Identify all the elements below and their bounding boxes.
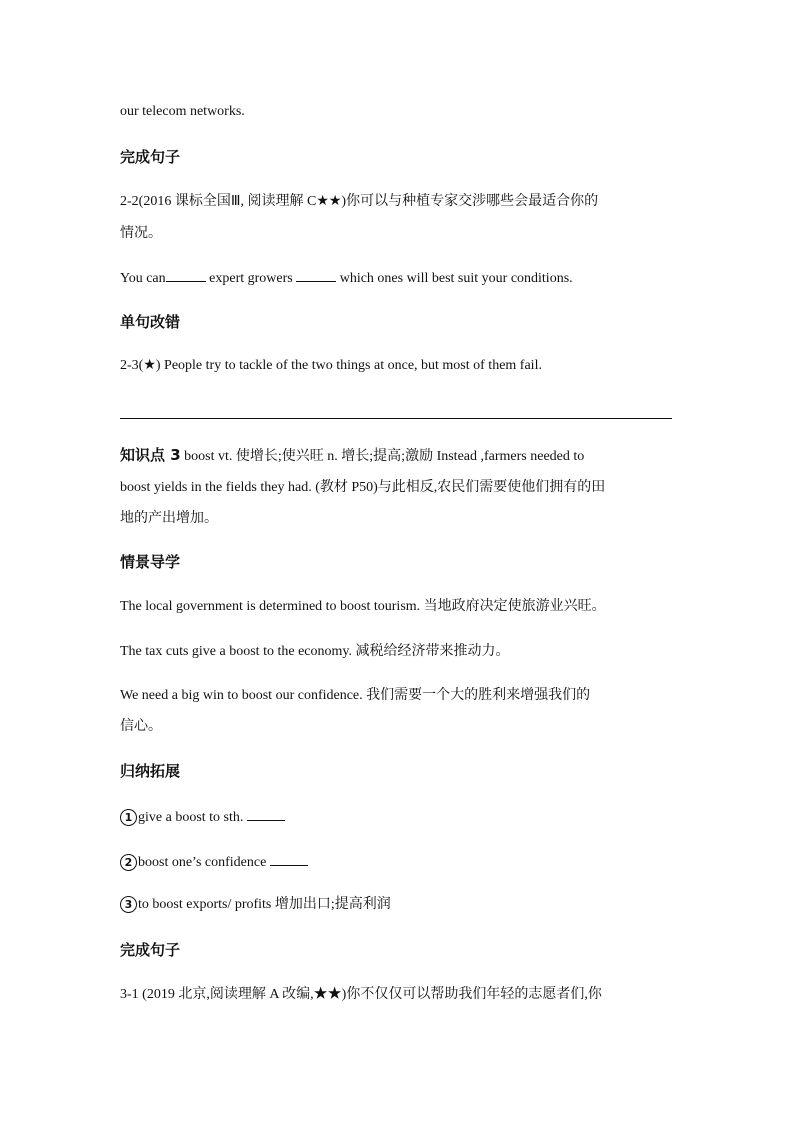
question-2-2-line-1: 2-2(2016 课标全国Ⅲ, 阅读理解 C★★)你可以与种植专家交涉哪些会最适合你的	[120, 194, 599, 209]
section-heading-error-correction: 单句改错	[120, 313, 181, 331]
answer-blank[interactable]	[296, 267, 336, 282]
example-sentence-2: The tax cuts give a boost to the economy. 减税给经济带来推动力。	[120, 644, 510, 659]
section-heading-complete-sentences-2: 完成句子	[120, 941, 181, 959]
summary-item-text: boost one’s confidence	[138, 855, 270, 870]
divider-rule	[120, 418, 672, 419]
summary-item-1	[120, 806, 676, 828]
q22-text-part-2: expert growers	[205, 271, 297, 286]
circled-number-icon: 3	[120, 896, 137, 913]
question-3-1: 3-1 (2019 北京,阅读理解 A 改编,★★)你不仅仅可以帮助我们年轻的志愿者们,你	[120, 987, 602, 1002]
summary-item-text: to boost exports/ profits 增加出口;提高利润	[138, 897, 391, 912]
knowledge-point-3-line-1	[120, 445, 676, 467]
circled-number-icon: 2	[120, 854, 137, 871]
example-sentence-3-line-2: 信心。	[120, 718, 162, 734]
knowledge-point-text: boost vt. 使增长;使兴旺 n. 增长;提高;激励 Instead ,farmers needed to	[180, 449, 585, 464]
answer-blank[interactable]	[166, 267, 206, 282]
q22-text-part-1: You can	[120, 271, 166, 286]
summary-item-2	[120, 851, 676, 873]
question-2-2-english	[120, 267, 676, 289]
section-heading-complete-sentences: 完成句子	[120, 148, 181, 166]
question-2-2-line-2: 情况。	[120, 225, 162, 241]
example-sentence-3-line-1: We need a big win to boost our confidence. 我们需要一个大的胜利来增强我们的	[120, 688, 591, 703]
summary-item-text: give a boost to sth.	[138, 810, 247, 825]
q22-text-part-3: which ones will best suit your conditions.	[336, 271, 573, 286]
text-line: our telecom networks.	[120, 104, 245, 119]
example-sentence-1: The local government is determined to boost tourism. 当地政府决定使旅游业兴旺。	[120, 599, 606, 614]
question-2-3: 2-3(★) People try to tackle of the two things at once, but most of them fail.	[120, 358, 542, 373]
knowledge-point-3-line-2: boost yields in the fields they had. (教材 P50)与此相反,农民们需要使他们拥有的田	[120, 480, 606, 495]
answer-blank[interactable]	[247, 806, 285, 821]
answer-blank[interactable]	[270, 851, 308, 866]
summary-item-3	[120, 895, 676, 915]
circled-number-icon: 1	[120, 809, 137, 826]
knowledge-point-label: 知识点 3	[120, 446, 181, 464]
section-heading-summary: 归纳拓展	[120, 762, 181, 780]
section-heading-scenario: 情景导学	[120, 553, 181, 571]
knowledge-point-3-line-3: 地的产出增加。	[120, 510, 218, 526]
